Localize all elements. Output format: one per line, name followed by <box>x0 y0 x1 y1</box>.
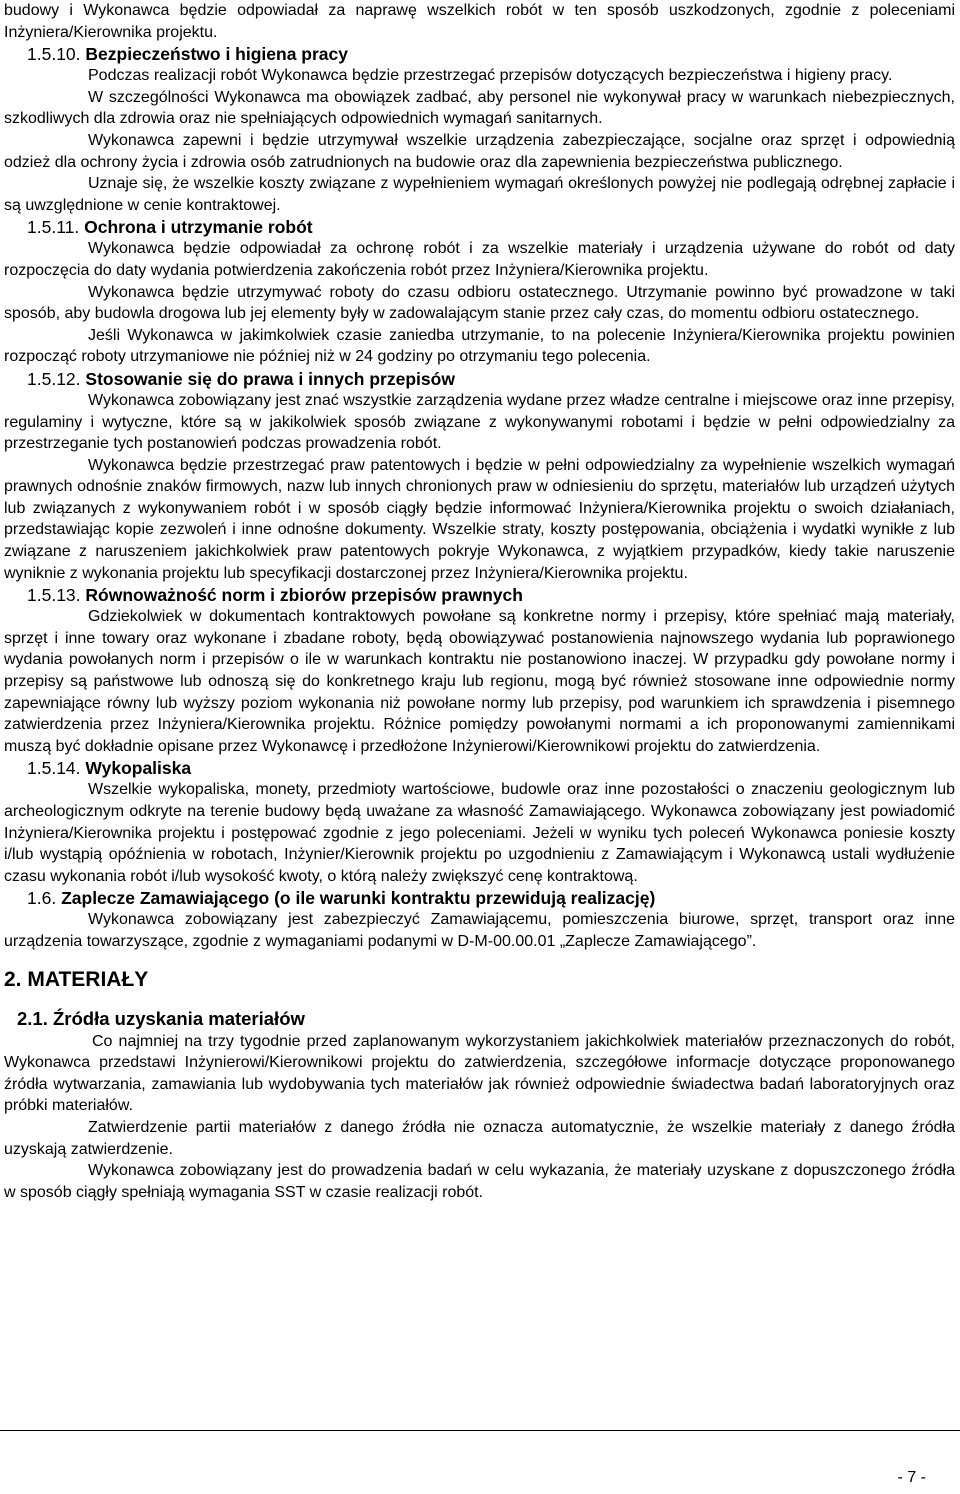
document-body <box>4 0 955 1203</box>
section-number: 1.5.14. <box>27 758 81 779</box>
paragraph: W szczególności Wykonawca ma obowiązek zadbać, aby personel nie wykonywał pracy w warunkach niebezpiecznych, szkodliwych dla zdrowia oraz nie spełniających odpowiednich wymagań sanitarnych. <box>4 88 955 128</box>
section-number: 1.5.10. <box>27 44 81 65</box>
section-number: 1.6. <box>27 888 57 909</box>
paragraph: Zatwierdzenie partii materiałów z danego źródła nie oznacza automatycznie, że wszelkie materiały z danego źródła uzyskają zatwierdzenie. <box>4 1118 955 1158</box>
paragraph: Wszelkie wykopaliska, monety, przedmioty wartościowe, budowle oraz inne pozostałości o znaczeniu geologicznym lub archeologicznym odkryte na terenie budowy będą uważane za własność Zamawiającego. Wykonawca zobowiązany jest powiadomić Inżyniera/Kierownika projektu i postępować zgodnie z jego poleceniami. Jeżeli w wyniku tych poleceń Wykonawca poniesie koszty i/lub wystąpią opóźnienia w robotach, Inżynier/Kierownik projektu po uzgodnieniu z Zamawiającym i Wykonawcą ustali wydłużenie czasu wykonania robót i/lub wysokość kwoty, o którą należy zwiększyć cenę kontraktową. <box>4 781 955 885</box>
section-heading-1-5-10 <box>4 43 955 65</box>
paragraph: Gdziekolwiek w dokumentach kontraktowych powołane są konkretne normy i przepisy, które spełniać mają materiały, sprzęt i inne towary oraz wykonane i zbadane roboty, będą obowiązywać postanowienia najnowszego wydania lub poprawionego wydania powołanych norm i przepisów o ile w warunkach kontraktu nie postanowiono inaczej. W przypadku gdy powołane normy i przepisy są państwowe lub odnoszą się do konkretnego kraju lub regionu, mogą być również stosowane inne odpowiednie normy zapewniające równy lub wyższy poziom wykonania niż powołane normy lub przepisy, pod warunkiem ich sprawdzenia i pisemnego zatwierdzenia przez Inżyniera/Kierownika projektu. Różnice pomiędzy powołanymi normami a ich proponowanymi zamiennikami muszą być dokładnie opisane przez Wykonawcę i przedłożone Inżynierowi/Kierownikowi projektu do zatwierdzenia. <box>4 608 955 755</box>
section-title: Bezpieczeństwo i higiena pracy <box>85 44 348 65</box>
section-heading-1-5-14 <box>4 757 955 779</box>
paragraph: Wykonawca zobowiązany jest znać wszystkie zarządzenia wydane przez władze centralne i miejscowe oraz inne przepisy, regulaminy i wytyczne, które są w jakikolwiek sposób związane z wykonywanymi robotami i będzie w pełni odpowiedzialny za przestrzeganie tych postanowień podczas prowadzenia robót. <box>4 391 955 453</box>
section-heading-1-5-11 <box>4 216 955 238</box>
section-title: Wykopaliska <box>85 758 192 779</box>
section-title: Stosowanie się do prawa i innych przepisów <box>85 368 455 389</box>
section-title: Ochrona i utrzymanie robót <box>84 217 313 238</box>
section-heading-1-6 <box>4 887 955 909</box>
paragraph: Jeśli Wykonawca w jakimkolwiek czasie zaniedba utrzymanie, to na polecenie Inżyniera/Kierownika projektu powinien rozpocząć roboty utrzymaniowe nie później niż w 24 godziny po otrzymaniu tego polecenia. <box>4 326 955 366</box>
section-heading-1-5-13 <box>4 584 955 606</box>
chapter-heading-2: 2. MATERIAŁY <box>4 967 149 991</box>
paragraph: Wykonawca będzie przestrzegać praw patentowych i będzie w pełni odpowiedzialny za wypełnienie wszelkich wymagań prawnych odnośnie znaków firmowych, nazw lub innych chronionych praw w odniesieniu do sprzętu, materiałów lub urządzeń użytych lub związanych z wykonywaniem robót i w sposób ciągły będzie informować Inżyniera/Kierownika projektu o swoich działaniach, przedstawiając kopie zezwoleń i inne odnośne dokumenty. Wszelkie straty, koszty postępowania, obciążenia i wydatki wynikłe z lub związane z naruszeniem jakichkolwiek praw patentowych pokryje Wykonawca, z wyjątkiem przypadków, kiedy takie naruszenie wyniknie z wykonania projektu lub specyfikacji dostarczonej przez Inżyniera/Kierownika projektu. <box>4 456 955 582</box>
paragraph: Co najmniej na trzy tygodnie przed zaplanowanym wykorzystaniem jakichkolwiek materiałów przeznaczonych do robót, Wykonawca przedstawi Inżynierowi/Kierownikowi projektu do zatwierdzenia, szczegółowe informacje dotyczące proponowanego źródła wytwarzania, zamawiania lub wydobywania tych materiałów jak również odpowiednie świadectwa badań laboratoryjnych oraz próbki materiałów. <box>4 1032 955 1115</box>
section-number: 1.5.11. <box>27 217 80 238</box>
paragraph: Wykonawca zobowiązany jest do prowadzenia badań w celu wykazania, że materiały uzyskane z dopuszczonego źródła w sposób ciągły spełniają wymagania SST w czasie realizacji robót. <box>4 1162 955 1201</box>
section-title: Równoważność norm i zbiorów przepisów prawnych <box>85 585 523 606</box>
section-number: 1.5.12. <box>27 368 81 389</box>
page-number: - 7 - <box>897 1469 926 1486</box>
paragraph: Wykonawca będzie odpowiadał za ochronę robót i za wszelkie materiały i urządzenia używane do robót od daty rozpoczęcia do daty wydania potwierdzenia zakończenia robót przez Inżyniera/Kierownika projektu. <box>4 240 955 279</box>
paragraph: Wykonawca będzie utrzymywać roboty do czasu odbioru ostatecznego. Utrzymanie powinno być prowadzone w taki sposób, aby budowla drogowa lub jej elementy były w zadowalającym stanie przez cały czas, do momentu odbioru ostatecznego. <box>4 283 955 323</box>
section-title: Zaplecze Zamawiającego (o ile warunki kontraktu przewidują realizację) <box>61 888 656 909</box>
paragraph: Wykonawca zobowiązany jest zabezpieczyć Zamawiającemu, pomieszczenia biurowe, sprzęt, transport oraz inne urządzenia towarzyszące, zgodnie z wymaganiami podanymi w D-M-00.00.01 „Zaplecze Zamawiającego”. <box>4 911 955 950</box>
section-heading-2-1: 2.1. Źródła uzyskania materiałów <box>17 1007 305 1029</box>
paragraph: Podczas realizacji robót Wykonawca będzie przestrzegać przepisów dotyczących bezpieczeństwa i higieny pracy. <box>88 67 893 85</box>
paragraph: Wykonawca zapewni i będzie utrzymywał wszelkie urządzenia zabezpieczające, socjalne oraz sprzęt i odpowiednią odzież dla ochrony życia i zdrowia osób zatrudnionych na budowie oraz dla zapewnienia bezpieczeństwa publicznego. <box>4 131 955 171</box>
paragraph: Uznaje się, że wszelkie koszty związane z wypełnieniem wymagań określonych powyżej nie podlegają odrębnej zapłacie i są uwzględnione w cenie kontraktowej. <box>4 175 955 214</box>
footer-divider <box>0 1430 960 1431</box>
section-number: 1.5.13. <box>27 585 81 606</box>
intro-paragraph: budowy i Wykonawca będzie odpowiadał za naprawę wszelkich robót w ten sposób uszkodzonych, zgodnie z poleceniami Inżyniera/Kierownika projektu. <box>4 2 955 41</box>
section-heading-1-5-12 <box>4 368 955 390</box>
